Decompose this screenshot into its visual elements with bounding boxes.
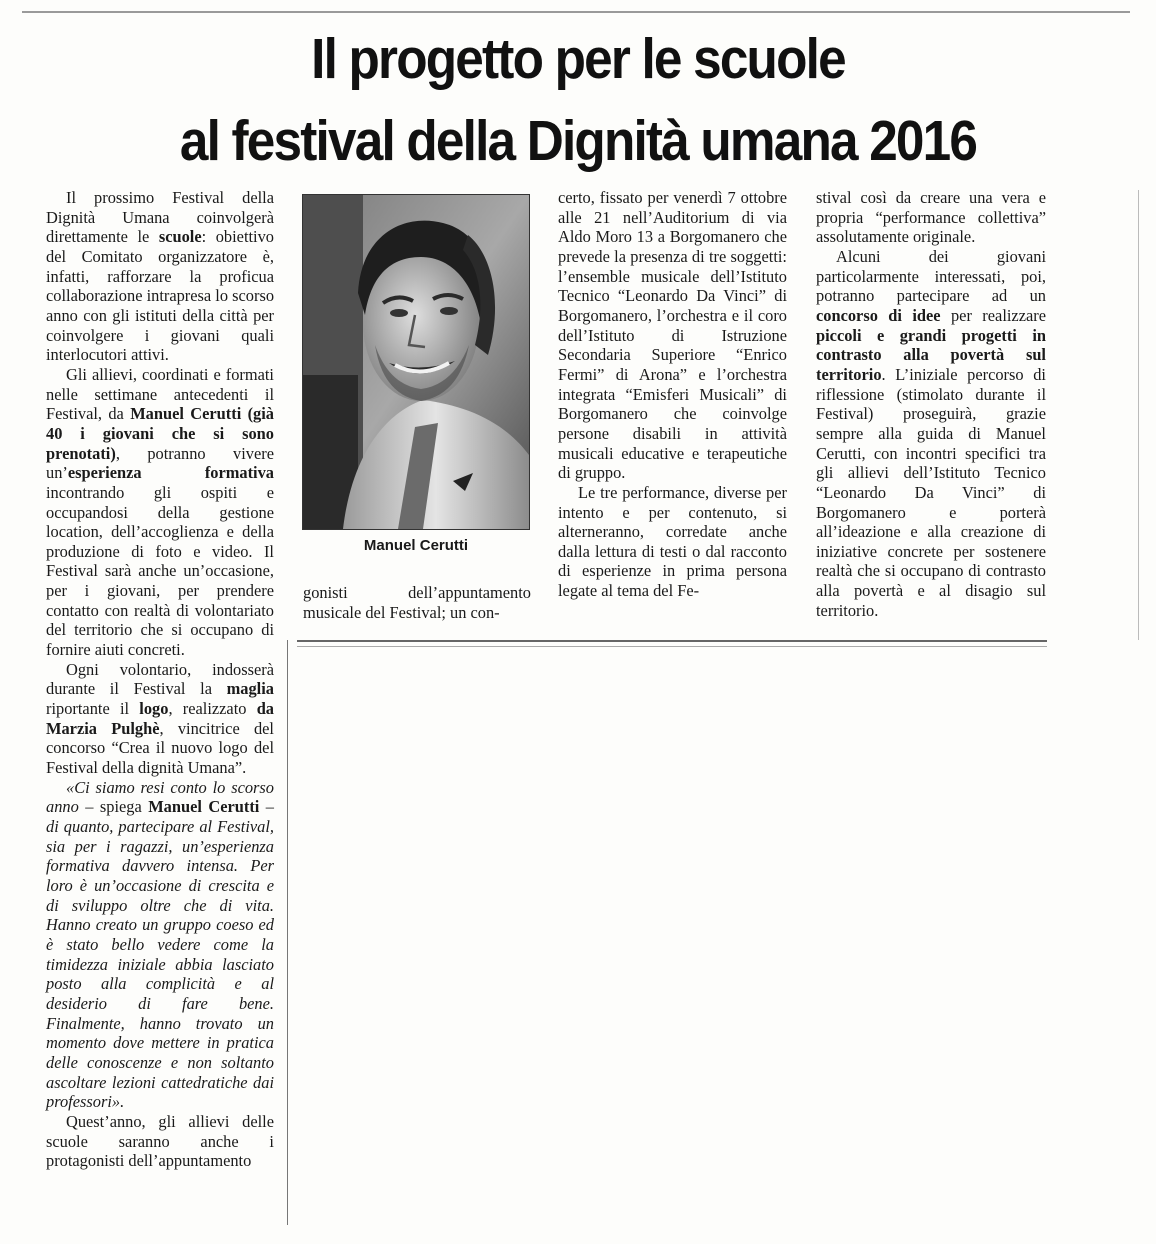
article-column-3: certo, fissato per venerdì 7 ottobre alle 21 nell’Auditorium di via Aldo Moro 13 a Borgomanero che prevede la presenza di tre soggetti: l’ensemble musicale dell’Istituto Tecnico “Leonardo Da Vinci” di Borgomanero, l’orchestra e il coro dell’Istituto di Istruzione Secondaria Superiore “Enrico Fermi” di Arona” e l’orchestra integrata “Emisferi Musicali” di Borgomanero che coinvolge persone disabili in attività musicali educative e terapeutiche di gruppo. Le tre performance, diverse per intento e per contenuto, si alterneranno, corredate anche dalla lettura di testi o dal racconto di esperienze in prima persona legate al tema del Fe-	[558, 188, 787, 601]
page-edge-rule	[1138, 190, 1139, 640]
column-divider-vertical	[287, 640, 288, 1225]
section-divider	[297, 640, 1047, 642]
portrait-photo-icon	[303, 195, 529, 529]
article-column-4: stival così da creare una vera e propria “performance collettiva” assolutamente originale. Alcuni dei giovani particolarmente interessati, poi, potranno partecipare ad un concorso di idee per realizzare piccoli e grandi progetti in contrasto alla povertà sul territorio. L’iniziale percorso di riflessione (stimolato durante il Festival) proseguirà, grazie sempre alla guida di Manuel Cerutti, con incontri specifici tra gli allievi dell’Istituto Tecnico “Leonardo Da Vinci” di Borgomanero e porterà all’ideazione e alla creazione di iniziative concrete per sostenere realtà che si occupano di contrasto alla povertà e al disagio sul territorio.	[816, 188, 1046, 620]
photo-manuel-cerutti	[302, 194, 530, 530]
top-rule	[22, 11, 1130, 13]
section-divider-thin	[297, 646, 1047, 647]
article-column-2: gonisti dell’appuntamento musicale del Festival; un con-	[303, 583, 531, 622]
headline-line-1: Il progetto per le scuole	[311, 27, 845, 91]
photo-caption: Manuel Cerutti	[363, 537, 469, 554]
article-column-1: Il prossimo Festival della Dignità Umana coinvolgerà direttamente le scuole: obiettivo del Comitato organizzatore è, infatti, rafforzare la proficua collaborazione intrapresa lo scorso anno con gli istituti della città per coinvolgere i giovani quali interlocutori attivi. Gli allievi, coordinati e formati nelle settimane antecedenti il Festival, da Manuel Cerutti (già 40 i giovani che si sono prenotati), potranno vivere un’esperienza formativa incontrando gli ospiti e occupandosi della gestione location, dell’accoglienza e della produzione di foto e video. Il Festival sarà anche un’occasione, per i giovani, per prendere contatto con realtà di volontariato del territorio che si occupano di fornire aiuti concreti. Ogni volontario, indosserà durante il Festival la maglia riportante il logo, realizzato da Marzia Pulghè, vincitrice del concorso “Crea il nuovo logo del Festival della dignità Umana”. «Ci siamo resi conto lo scorso anno – spiega Manuel Cerutti – di quanto, partecipare al Festival, sia per i ragazzi, un’esperienza formativa davvero intensa. Per loro è un’occasione di crescita e di sviluppo oltre che di vita. Hanno creato un gruppo coeso ed è stato bello vedere come la timidezza iniziale abbia lasciato posto alla complicità e al desiderio di fare bene. Finalmente, hanno trovato un momento dove mettere in pratica delle conoscenze e non soltanto ascoltare lezioni cattedratiche dai professori». Quest’anno, gli allievi delle scuole saranno anche i protagonisti dell’appuntamento	[46, 188, 275, 1171]
headline-line-2: al festival della Dignità umana 2016	[179, 109, 977, 173]
